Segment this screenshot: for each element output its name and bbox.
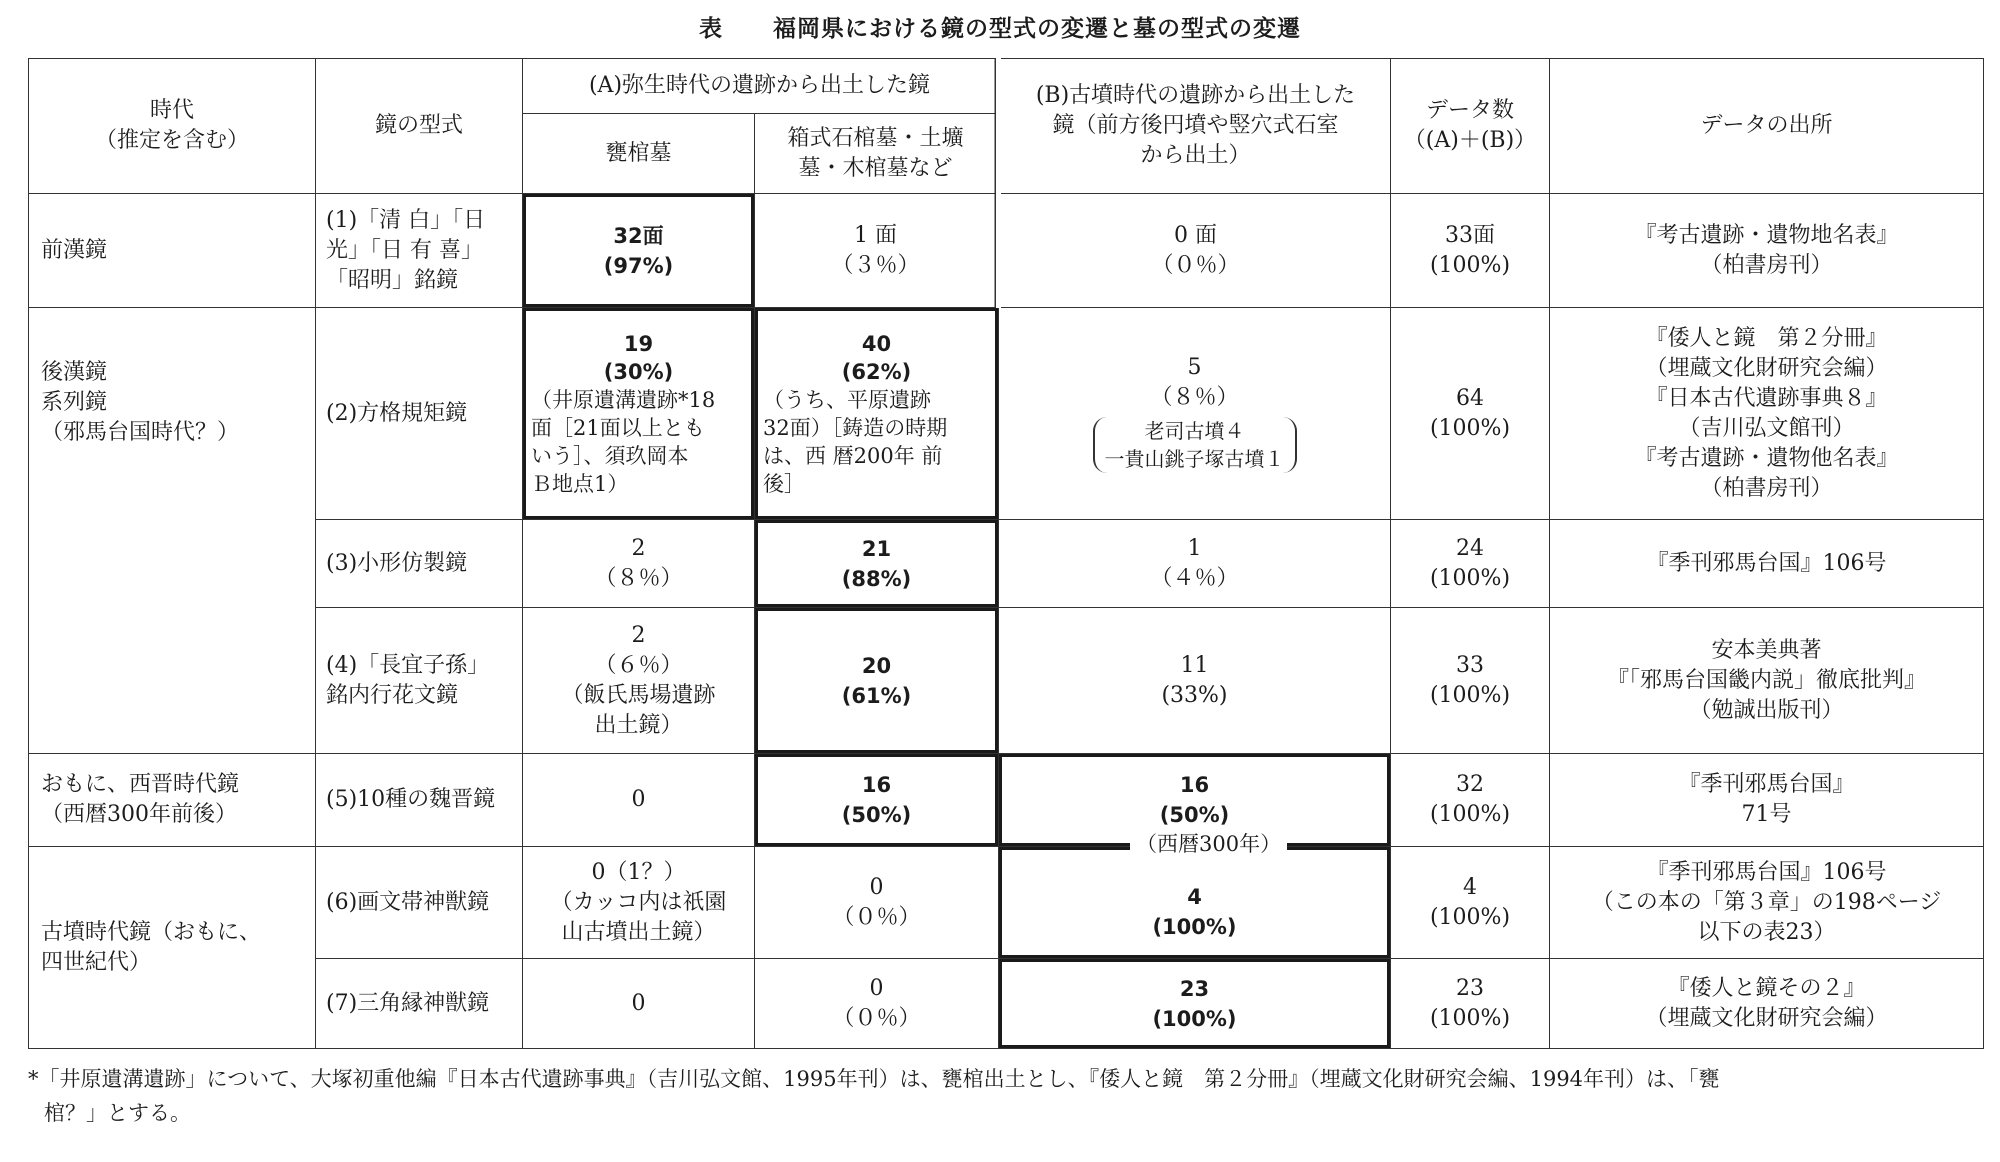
cell-line: (100%) [1429,252,1511,278]
cell-line: 系列鏡 [41,390,108,415]
type-cell [316,194,523,308]
cell-line: いう］、須玖岡本 [531,443,689,468]
b-detail-1: 老司古墳４ [1144,418,1245,443]
cell-line: 21 [861,536,892,561]
type-cell: (3)小形仿製鏡 [316,520,523,608]
cell-line: （(A)＋(B)） [1403,128,1537,153]
header-count [1391,59,1550,194]
type-cell: (6)画文帯神獣鏡 [316,847,523,959]
cell-line: （勉誠出版刊） [1689,697,1844,723]
cell-line: (62%) [841,359,912,384]
cell-line: 箱式石棺墓・土壙 [787,125,964,151]
cell-line: (50%) [1159,803,1230,827]
cell-line: 0 面 [1174,222,1217,248]
cell-line: (100%) [1429,802,1511,827]
cell-line: 『考古遺跡・遺物他名表』 [1634,445,1899,471]
cell-line: 『倭人と鏡 第２分冊』 [1645,325,1888,351]
cell-line: (100%) [1429,415,1511,441]
table-row [29,608,1984,754]
cell-line: 古墳時代鏡（おもに、 [41,919,262,945]
era-cell [29,847,316,1049]
cell-line: （０％） [1151,252,1240,278]
cell-line: 32 [1456,772,1484,797]
footnote [28,1062,1983,1130]
cell-line: 33面 [1445,222,1495,248]
cell-line: 『季刊邪馬台国』106号 [1646,859,1887,885]
a1-cell [523,520,755,608]
era-cell [29,754,316,847]
type-cell: (2)方格規矩鏡 [316,308,523,520]
a1-cell: 0 [523,959,755,1049]
cell-line: *「井原遺溝遺跡」について、大塚初重他編『日本古代遺跡事典』（吉川弘文館、1995年刊）は、甕棺出土とし、『倭人と鏡 第２分冊』（埋蔵文化財研究会編、1994年刊）は、「甕 [28,1067,1720,1091]
cell-line: 23 [1179,976,1210,1001]
header-type: 鏡の型式 [316,59,523,194]
table-row [29,194,1984,308]
cell-line: （吉川弘文館刊） [1678,415,1855,441]
a2-cell [755,754,999,847]
a2-cell [755,308,999,520]
b-cell [999,847,1391,959]
type-cell: (5)10種の魏晋鏡 [316,754,523,847]
cell-line: 安本美典著 [1711,637,1822,663]
cell-line: 後漢鏡 [41,360,108,385]
cell-line: 『倭人と鏡その２』 [1667,975,1866,1001]
cell-line: 面［21面以上とも [531,415,705,440]
era-marker-label: （西暦300年） [1130,831,1287,857]
b-cell [999,959,1391,1049]
cell-line: （うち、平原遺跡 [763,387,931,412]
cell-line: （柏書房刊） [1700,252,1833,278]
cell-line: 2 [631,535,646,561]
cell-line: 4 [1463,874,1477,900]
title-lead: 表 [699,16,723,42]
cell-line: 0（1？） [591,859,686,885]
b-cell [999,520,1391,608]
header-source: データの出所 [1550,59,1984,194]
cell-line: （飯氏馬場遺跡 [561,682,716,708]
count-cell [1391,194,1550,308]
cell-line: 16 [861,773,892,797]
table-row [29,959,1984,1049]
cell-line: から出土） [1140,143,1251,168]
cell-line: 後］ [763,471,805,496]
cell-line: 墓・木棺墓など [798,155,953,181]
cell-line: 鏡（前方後円墳や竪穴式石室 [1052,113,1339,138]
table-row [29,308,1984,520]
cell-line: 16 [1179,773,1210,797]
count-cell [1391,754,1550,847]
header-row-1 [29,59,1984,114]
cell-line: （推定を含む） [94,128,249,153]
cell-line: （埋蔵文化財研究会編） [1645,355,1888,381]
a2-cell [755,959,999,1049]
header-b [999,59,1391,194]
cell-line: (100%) [1429,682,1511,708]
source-cell [1550,754,1984,847]
cell-line: （６％） [594,652,683,678]
count-cell [1391,847,1550,959]
mirror-table [28,58,1984,1049]
cell-line: （８％） [1150,384,1239,410]
cell-line: 32面）［鋳造の時期 [763,415,948,440]
source-cell [1550,608,1984,754]
a1-cell [523,608,755,754]
count-cell [1391,520,1550,608]
cell-line: 33 [1456,652,1484,678]
cell-line: （０％） [832,904,921,930]
cell-line: (B)古墳時代の遺跡から出土した [1035,83,1356,108]
header-a-group: (A)弥生時代の遺跡から出土した鏡 [523,59,999,114]
a2-cell [755,520,999,608]
cell-line: 1 [1187,535,1202,561]
cell-line: 時代 [149,98,194,123]
cell-line: 5 [1187,354,1202,380]
cell-line: 『「邪馬台国畿内説」徹底批判』 [1606,667,1926,693]
cell-line: 『日本古代遺跡事典８』 [1645,385,1888,411]
cell-line: (88%) [841,566,912,591]
cell-line: 0 [869,874,884,900]
type-cell [316,608,523,754]
count-cell [1391,959,1550,1049]
b-cell [999,194,1391,308]
type-cell: (7)三角縁神獣鏡 [316,959,523,1049]
cell-line: 23 [1456,975,1484,1001]
cell-line: (100%) [1429,904,1511,930]
era-cell: 前漢鏡 [29,194,316,308]
cell-line: （西暦300年前後） [41,802,237,827]
cell-line: おもに、西晋時代鏡 [41,772,240,797]
cell-line: (30%) [603,359,674,384]
cell-line: 四世紀代） [41,949,152,975]
cell-line: 40 [861,331,892,356]
cell-line: (100%) [1152,1006,1237,1031]
cell-line: (33%) [1161,682,1228,708]
cell-line: (61%) [841,683,912,708]
table-row [29,520,1984,608]
cell-line: 32面 [613,223,664,248]
cell-line: （カッコ内は祇園 [550,889,727,915]
cell-line: 光」「日 有 喜」 [326,237,483,263]
cell-line: (50%) [841,803,912,827]
cell-line: （０％） [832,1005,921,1031]
table-row [29,754,1984,847]
a1-cell [523,847,755,959]
source-cell [1550,847,1984,959]
cell-line: 『季刊邪馬台国』 [1678,772,1855,797]
cell-line: 2 [631,622,646,648]
b-detail-2: 一貴山銚子塚古墳１ [1104,446,1285,471]
header-a1: 甕棺墓 [523,114,755,194]
cell-line: 棺？」とする。 [44,1101,191,1125]
cell-line: 1 面 [854,222,897,248]
b-cell [999,308,1391,520]
cell-line: 0 [869,975,884,1001]
cell-line: 4 [1187,884,1202,909]
cell-line: (100%) [1152,914,1237,939]
era-cell [29,308,316,754]
cell-line: （井原遺溝遺跡*18 [531,387,716,412]
a2-cell [755,608,999,754]
cell-line: （この本の「第３章」の198ページ [1591,889,1942,915]
cell-line: は、西 暦200年 前 [763,443,943,468]
count-cell [1391,308,1550,520]
cell-line: 『考古遺跡・遺物地名表』 [1634,222,1899,248]
cell-line: 24 [1456,535,1484,561]
cell-line: (4)「長宜子孫」 [326,652,490,678]
cell-line: 以下の表23） [1697,919,1836,945]
cell-line: (1)「清 白」「日 [326,207,486,233]
cell-line: (100%) [1429,1005,1511,1031]
a1-cell: 0 [523,754,755,847]
a1-cell [523,194,755,308]
cell-line: （４％） [1150,565,1239,591]
cell-line: （３％） [831,252,920,278]
cell-line: 19 [623,331,654,356]
source-cell: 『季刊邪馬台国』106号 [1550,520,1984,608]
source-cell [1550,194,1984,308]
cell-line: （８％） [594,565,683,591]
title-text: 福岡県における鏡の型式の変遷と墓の型式の変遷 [773,16,1301,42]
b-cell [999,608,1391,754]
cell-line: データ数 [1425,98,1514,123]
cell-line: 出土鏡） [594,712,683,738]
cell-line: 71号 [1741,802,1792,827]
table-title [0,10,2000,43]
cell-line: Ｂ地点1） [531,471,629,496]
header-a2 [755,114,999,194]
cell-line: 銘内行花文鏡 [326,682,459,708]
a2-cell [755,194,999,308]
cell-line: (97%) [603,253,674,278]
cell-line: (100%) [1429,565,1511,591]
cell-line: （柏書房刊） [1700,475,1833,501]
cell-line: 64 [1456,385,1484,411]
cell-line: 山古墳出土鏡） [561,919,716,945]
source-cell [1550,308,1984,520]
a1-cell [523,308,755,520]
count-cell [1391,608,1550,754]
table-row [29,847,1984,959]
a2-cell [755,847,999,959]
header-era [29,59,316,194]
cell-line: 「昭明」銘鏡 [326,267,459,293]
cell-line: 11 [1180,652,1209,678]
cell-line: 20 [861,653,892,678]
cell-line: （邪馬台国時代？） [41,420,240,445]
source-cell [1550,959,1984,1049]
cell-line: （埋蔵文化財研究会編） [1645,1005,1888,1031]
